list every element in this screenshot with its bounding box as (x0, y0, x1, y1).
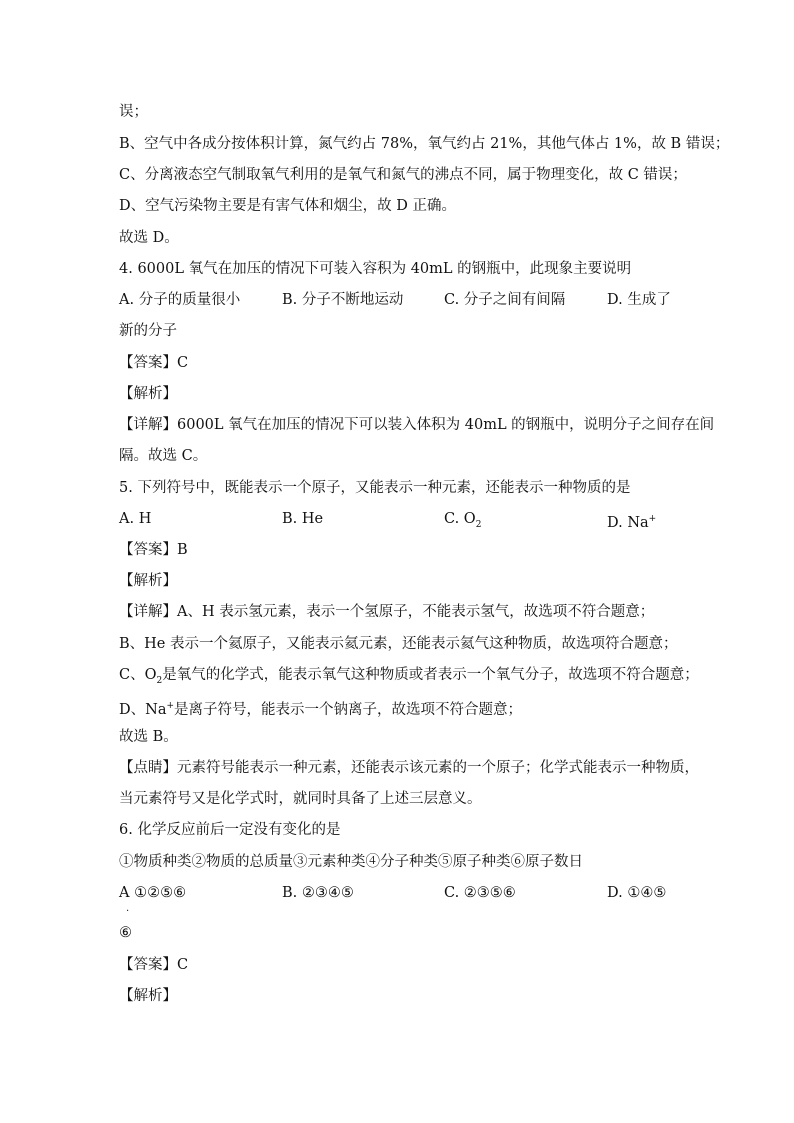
detail-text: 【详解】6000L 氧气在加压的情况下可以装入体积为 40mL 的钢瓶中，说明分子之间存在间 (119, 417, 715, 433)
option-a-dot: . (126, 903, 130, 914)
option-d: D. 生成了 (607, 292, 671, 308)
answer-label: 【答案】C (119, 355, 189, 371)
analysis-label: 【解析】 (119, 573, 177, 589)
option-a: A. 分子的质量很小 (119, 292, 241, 308)
text-line: 故选 D。 (119, 230, 179, 246)
question-items: ①物质种类②物质的总质量③元素种类④分子种类⑤原子种类⑥原子数日 (119, 854, 583, 870)
tip-text: 当元素符号又是化学式时，就同时具备了上述三层意义。 (119, 791, 482, 807)
text-line: D、空气污染物主要是有害气体和烟尘，故 D 正确。 (119, 198, 456, 214)
option-d-continued: 新的分子 (119, 323, 177, 339)
superscript: + (166, 701, 175, 711)
tip-text: 【点睛】元素符号能表示一种元素，还能表示该元素的一个原子；化学式能表示一种物质， (119, 760, 699, 776)
question-5: 5. 下列符号中，既能表示一个原子，又能表示一种元素，还能表示一种物质的是 (119, 480, 631, 496)
detail-text: 隔。故选 C。 (119, 448, 208, 464)
subscript: 2 (156, 675, 163, 686)
detail-text: 故选 B。 (119, 729, 178, 745)
option-c-text: C. O (444, 511, 476, 527)
analysis-label: 【解析】 (119, 988, 177, 1004)
detail-text (119, 665, 699, 691)
option-d (607, 509, 656, 533)
option-c: C. 分子之间有间隔 (444, 292, 566, 308)
question-4: 4. 6000L 氧气在加压的情况下可装入容积为 40mL 的钢瓶中，此现象主要说明 (119, 261, 632, 277)
option-b: B. 分子不断地运动 (282, 292, 404, 308)
subscript: 2 (475, 519, 482, 530)
question-6: 6. 化学反应前后一定没有变化的是 (119, 822, 341, 838)
text-line: B、空气中各成分按体积计算，氮气约占 78%，氧气约占 21%，其他气体占 1%，故 B 错误； (119, 136, 730, 152)
option-b: B. He (282, 511, 324, 527)
answer-label: 【答案】B (119, 542, 188, 558)
option-d: D. ①④⑤ (607, 885, 667, 901)
superscript: + (648, 514, 657, 524)
text-line: 误； (119, 104, 148, 120)
answer-label: 【答案】C (119, 957, 189, 973)
detail-prefix: D、Na (119, 701, 167, 718)
option-c: C. ②③⑤⑥ (444, 885, 516, 901)
option-c (444, 509, 481, 535)
option-a: A. H (119, 511, 152, 527)
detail-suffix: 是氧气的化学式，能表示氧气这种物质或者表示一个氧气分子，故选项不符合题意； (162, 667, 699, 683)
detail-text (119, 696, 522, 720)
option-d-text: D. Na (607, 514, 649, 531)
detail-prefix: C、O (119, 667, 157, 683)
detail-text: B、He 表示一个氦原子，又能表示氦元素，还能表示氦气这种物质，故选项符合题意； (119, 636, 678, 652)
text-line: C、分离液态空气制取氧气利用的是氧气和氮气的沸点不同，属于物理变化，故 C 错误； (119, 167, 687, 183)
option-a: A ①②⑤⑥ (119, 885, 187, 901)
option-d-continued: ⑥ (119, 925, 132, 941)
detail-suffix: 是离子符号，能表示一个钠离子，故选项不符合题意； (174, 701, 523, 718)
detail-text: 【详解】A、H 表示氢元素，表示一个氢原子，不能表示氢气，故选项不符合题意； (119, 604, 655, 620)
option-b: B. ②③④⑤ (282, 885, 354, 901)
analysis-label: 【解析】 (119, 386, 177, 402)
